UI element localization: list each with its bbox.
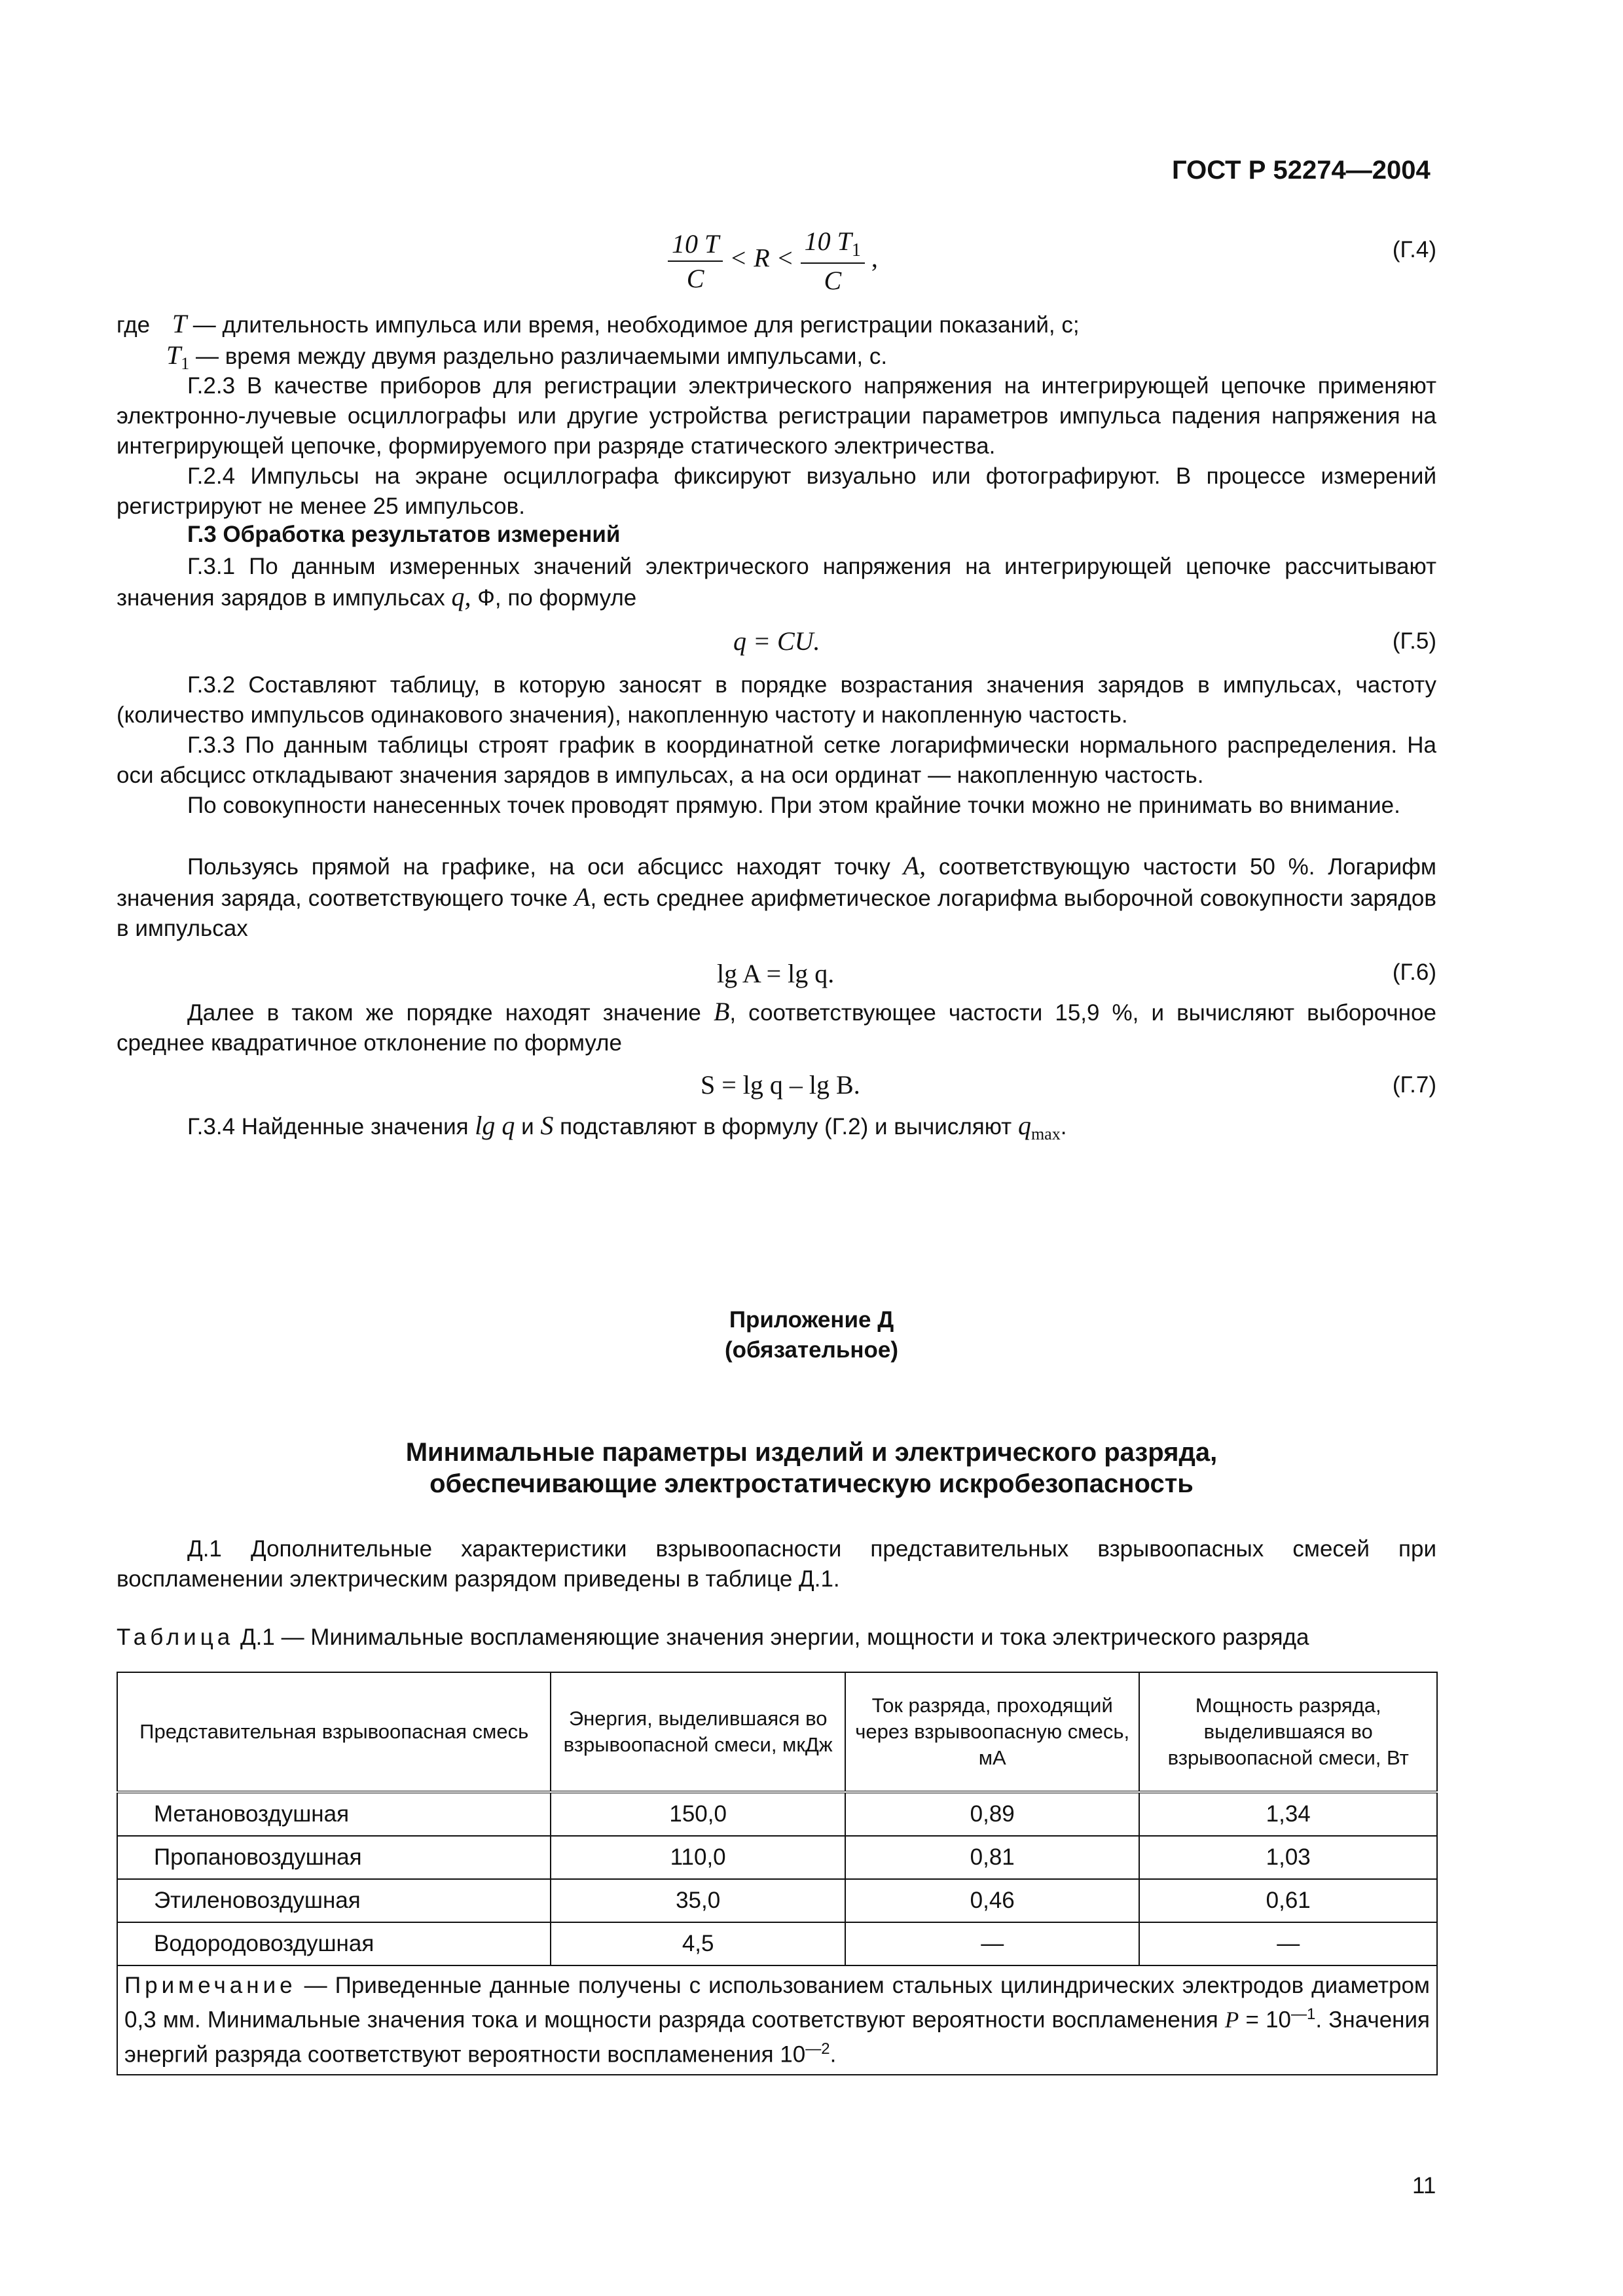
- table-caption: [117, 1623, 1309, 1653]
- paragraph-g-3-4-text-a: Г.3.4 Найденные значения: [187, 1114, 475, 1139]
- table-note-text-c: . Значения энергий разряда соответствуют вероятности воспламенения 10: [124, 2007, 1430, 2068]
- fraction-right-subscript: 1: [851, 240, 861, 260]
- appendix-heading-line-1: Минимальные параметры изделий и электрического разряда,: [405, 1438, 1218, 1467]
- fraction-right-numerator-text: 10 T: [804, 226, 852, 256]
- fraction-right-numerator: [801, 226, 865, 264]
- paragraph-g-3-2: Г.3.2 Составляют таблицу, в которую заносят в порядке возрастания значения зарядов в импульсах, частоту (количество импульсов одинакового значения), накопленную частоту и накопленную частость.: [117, 672, 1436, 728]
- where-lead: где: [117, 312, 151, 338]
- where-block: [117, 309, 1436, 379]
- paragraph-value-b-text-b: , соответствующее частости 15,9 %, и вычисляют выборочное среднее квадратичное отклонение по формуле: [117, 1000, 1436, 1056]
- paragraph-line-drawing: По совокупности нанесенных точек проводят прямую. При этом крайние точки можно не принимать во внимание.: [187, 793, 1400, 818]
- paragraph-g-3-4-end: .: [1060, 1114, 1067, 1139]
- table-note-text-a: — Приведенные данные получены с использованием стальных цилиндрических электродов диаметром 0,3 мм. Минимальные значения тока и мощности разряда соответствуют вероятности воспламенения: [124, 1973, 1430, 2033]
- table-cell: 0,46: [845, 1879, 1140, 1922]
- table-row: [117, 1836, 1437, 1879]
- symbol-a-second: A: [574, 882, 591, 912]
- section-heading-g-3: Г.3 Обработка результатов измерений: [187, 522, 621, 547]
- table-row: [117, 1879, 1437, 1922]
- paragraph-g-3-4: [117, 1111, 1436, 1149]
- table-note-text-b: = 10: [1239, 2007, 1292, 2033]
- formula-g5: q = CU.: [733, 626, 820, 656]
- fraction-right: [801, 226, 865, 296]
- table-caption-word: Таблица: [117, 1624, 234, 1650]
- paragraph-g-2-4: Г.2.4 Импульсы на экране осциллографа фиксируют визуально или фотографируют. В процессе измерений регистрируют не менее 25 импульсов.: [117, 463, 1436, 519]
- table-cell: 4,5: [551, 1922, 845, 1965]
- paragraph-g-3-4-and: и: [515, 1114, 541, 1139]
- appendix-heading-line-2: обеспечивающие электростатическую искробезопасность: [429, 1469, 1194, 1498]
- fraction-right-denominator: C: [824, 266, 842, 295]
- paragraph-g-2-3: Г.2.3 В качестве приборов для регистрации электрического напряжения на интегрирующей цепочке применяют электронно-лучевые осциллографы или другие устройства регистрации параметров импульса падения напряжения на интегрирующей цепочке, формируемого при разряде статического электричества.: [117, 373, 1436, 459]
- symbol-t: T: [172, 309, 187, 338]
- table-header-row: [117, 1672, 1437, 1792]
- table-note-row: [117, 1965, 1437, 2075]
- paragraph-d-1: Д.1 Дополнительные характеристики взрывоопасности представительных взрывоопасных смесей при воспламенении электрическим разрядом приведены в таблице Д.1.: [117, 1536, 1436, 1592]
- symbol-t1-subscript: 1: [181, 354, 190, 373]
- symbol-q-max: q: [1017, 1111, 1031, 1140]
- table-note-text-d: .: [830, 2041, 837, 2068]
- symbol-q-max-subscript: max: [1030, 1124, 1061, 1143]
- table-caption-text: Д.1 — Минимальные воспламеняющие значения энергии, мощности и тока электрического разряда: [234, 1624, 1309, 1650]
- t1-description: — время между двумя раздельно различаемыми импульсами, с.: [189, 344, 888, 369]
- table-note-exponent-1: —1: [1291, 2005, 1316, 2023]
- column-header-current: Ток разряда, проходящий через взрывоопасную смесь, мА: [845, 1672, 1140, 1792]
- symbol-lg-q: lg q: [475, 1111, 515, 1140]
- formula-g4-middle: < R <: [723, 243, 801, 273]
- paragraph-g-3-1: [117, 552, 1436, 613]
- table-cell: Водородовоздушная: [117, 1922, 551, 1965]
- column-header-power: Мощность разряда, выделившаяся во взрывоопасной смеси, Вт: [1139, 1672, 1437, 1792]
- column-header-mixture: Представительная взрывоопасная смесь: [117, 1672, 551, 1792]
- table-cell: 0,89: [845, 1792, 1140, 1836]
- formula-g6: lg A = lg q.: [717, 959, 835, 988]
- table-note: [117, 1965, 1437, 2075]
- appendix-title: Приложение Д: [729, 1307, 894, 1333]
- symbol-t1: T: [166, 340, 181, 370]
- table-note-word: Примечание: [124, 1973, 297, 1998]
- fraction-left-denominator: C: [686, 263, 704, 293]
- symbol-s: S: [540, 1111, 554, 1140]
- table-cell: Этиленовоздушная: [117, 1879, 551, 1922]
- table-d1: [117, 1672, 1438, 2075]
- formula-g7-number: (Г.7): [1392, 1072, 1436, 1098]
- fraction-left: [668, 228, 723, 294]
- symbol-b: B: [713, 997, 730, 1026]
- table-row: [117, 1792, 1437, 1836]
- paragraph-value-b-text-a: Далее в таком же порядке находят значение: [187, 1000, 714, 1026]
- formula-g4: [668, 226, 878, 296]
- fraction-left-numerator: 10 T: [668, 228, 723, 262]
- table-cell: Метановоздушная: [117, 1792, 551, 1836]
- table-cell: 35,0: [551, 1879, 845, 1922]
- appendix-status: (обязательное): [724, 1337, 898, 1363]
- paragraph-g-3-1-text-a: Г.3.1 По данным измеренных значений электрического напряжения на интегрирующей цепочке рассчитывают значения зарядов в импульсах: [117, 554, 1436, 611]
- table-cell: 0,61: [1139, 1879, 1437, 1922]
- paragraph-value-b: [117, 997, 1436, 1058]
- page-number: 11: [1412, 2173, 1436, 2198]
- paragraph-point-a: [117, 851, 1436, 944]
- paragraph-point-a-text-c: , есть среднее арифметическое логарифма выборочной совокупности зарядов в импульсах: [117, 886, 1436, 941]
- paragraph-point-a-text-a: Пользуясь прямой на графике, на оси абсцисс находят точку: [187, 854, 903, 880]
- table-cell: —: [1139, 1922, 1437, 1965]
- where-line-t: [117, 309, 1436, 340]
- document-code-header: ГОСТ Р 52274—2004: [1172, 156, 1431, 185]
- table-cell: 1,03: [1139, 1836, 1437, 1879]
- table-cell: 1,34: [1139, 1792, 1437, 1836]
- formula-g4-tail: ,: [864, 243, 878, 273]
- symbol-a-first: A,: [903, 851, 926, 880]
- table-cell: 150,0: [551, 1792, 845, 1836]
- symbol-q: q,: [451, 582, 471, 611]
- table-note-exponent-2: —2: [805, 2039, 830, 2058]
- formula-g5-number: (Г.5): [1392, 628, 1436, 654]
- formula-g4-number: (Г.4): [1392, 237, 1436, 262]
- formula-g6-number: (Г.6): [1392, 960, 1436, 985]
- table-cell: Пропановоздушная: [117, 1836, 551, 1879]
- table-cell: 0,81: [845, 1836, 1140, 1879]
- table-cell: —: [845, 1922, 1140, 1965]
- table-cell: 110,0: [551, 1836, 845, 1879]
- formula-g7: S = lg q – lg B.: [701, 1070, 860, 1100]
- paragraph-g-3-3: Г.3.3 По данным таблицы строят график в координатной сетке логарифмически нормального распределения. На оси абсцисс откладывают значения зарядов в импульсах, а на оси ординат — накопленную частость.: [117, 732, 1436, 788]
- table-row: [117, 1922, 1437, 1965]
- symbol-p: P: [1224, 2007, 1239, 2033]
- t-description: — длительность импульса или время, необходимое для регистрации показаний, с;: [187, 312, 1080, 338]
- paragraph-g-3-1-text-b: Ф, по формуле: [471, 585, 637, 611]
- column-header-energy: Энергия, выделившаяся во взрывоопасной смеси, мкДж: [551, 1672, 845, 1792]
- paragraph-point-a-text-b: соответствующую частости 50 %. Логарифм значения заряда, соответствующего точке: [117, 854, 1436, 911]
- paragraph-g-3-4-text-b: подставляют в формулу (Г.2) и вычисляют: [553, 1114, 1018, 1139]
